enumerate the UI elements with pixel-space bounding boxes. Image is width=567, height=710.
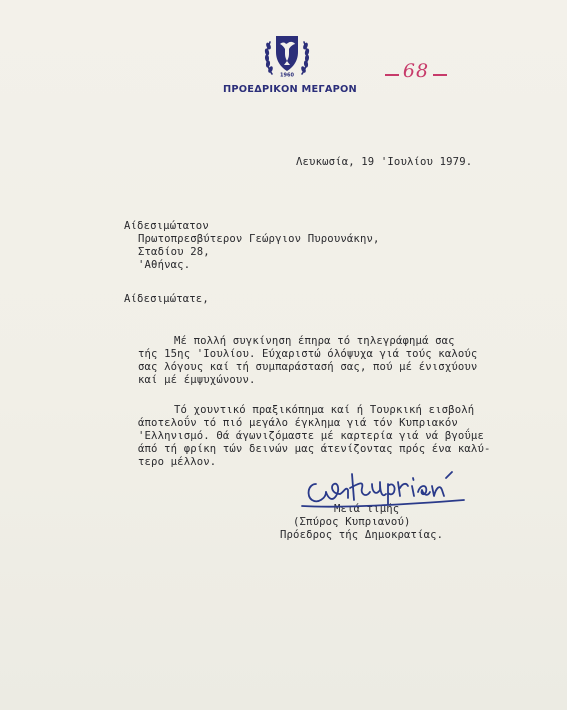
paragraph1-line: τής 15ης 'Ιουλίου. Εύχαριστώ όλόψυχα γιά τούς καλούς bbox=[138, 348, 478, 360]
recipient-line-1: Αίδεσιμώτατον bbox=[124, 220, 209, 232]
handwritten-reference-number bbox=[381, 60, 451, 86]
salutation: Αίδεσιμώτατε, bbox=[124, 293, 209, 305]
paragraph1-line: σας λόγους καί τή συμπαράστασή σας, πού μέ ένισχύουν bbox=[138, 361, 478, 373]
closing: Μετά τιμής bbox=[334, 503, 400, 515]
paragraph1-line: Μέ πολλή συγκίνηση έπηρα τό τηλεγράφημά σας bbox=[174, 335, 455, 347]
handwritten-number-text: 68 bbox=[402, 60, 430, 82]
svg-text:1960: 1960 bbox=[280, 72, 294, 78]
date-line: Λευκωσία, 19 'Ιουλίου 1979. bbox=[296, 156, 473, 168]
signatory-name: (Σπύρος Κυπριανού) bbox=[293, 516, 411, 528]
paragraph2-line: τερο μέλλον. bbox=[138, 456, 217, 468]
paragraph2-line: άπό τή φρίκη τών δεινών μας άτενίζοντας πρός ένα καλύ- bbox=[138, 443, 491, 455]
handwritten-signature-icon bbox=[296, 462, 466, 514]
paragraph1-line: καί μέ έμψυχώνουν. bbox=[138, 374, 256, 386]
handwritten-dash-right bbox=[433, 74, 447, 76]
recipient-line-3: Σταδίου 28, bbox=[138, 246, 210, 258]
signatory-title: Πρόεδρος τής Δημοκρατίας. bbox=[280, 529, 444, 541]
cyprus-coat-of-arms-icon bbox=[262, 30, 312, 78]
paragraph2-line: Τό χουντικό πραξικόπημα καί ή Τουρκική εισβολή bbox=[174, 404, 475, 416]
recipient-line-2: Πρωτοπρεσβύτερον Γεώργιον Πυρουνάκην, bbox=[138, 233, 380, 245]
paragraph2-line: 'Ελληνισμό. Θά άγωνιζόμαστε μέ καρτερία γιά νά βγοΰμε bbox=[138, 430, 484, 442]
letterhead-title: ΠΡΟΕΔΡΙΚΟΝ ΜΕΓΑΡΟΝ bbox=[223, 84, 357, 95]
paragraph2-line: άποτελοΰν τό πιό μεγάλο έγκλημα γιά τόν Κυπριακόν bbox=[138, 417, 458, 429]
recipient-line-4: 'Αθήνας. bbox=[138, 259, 191, 271]
